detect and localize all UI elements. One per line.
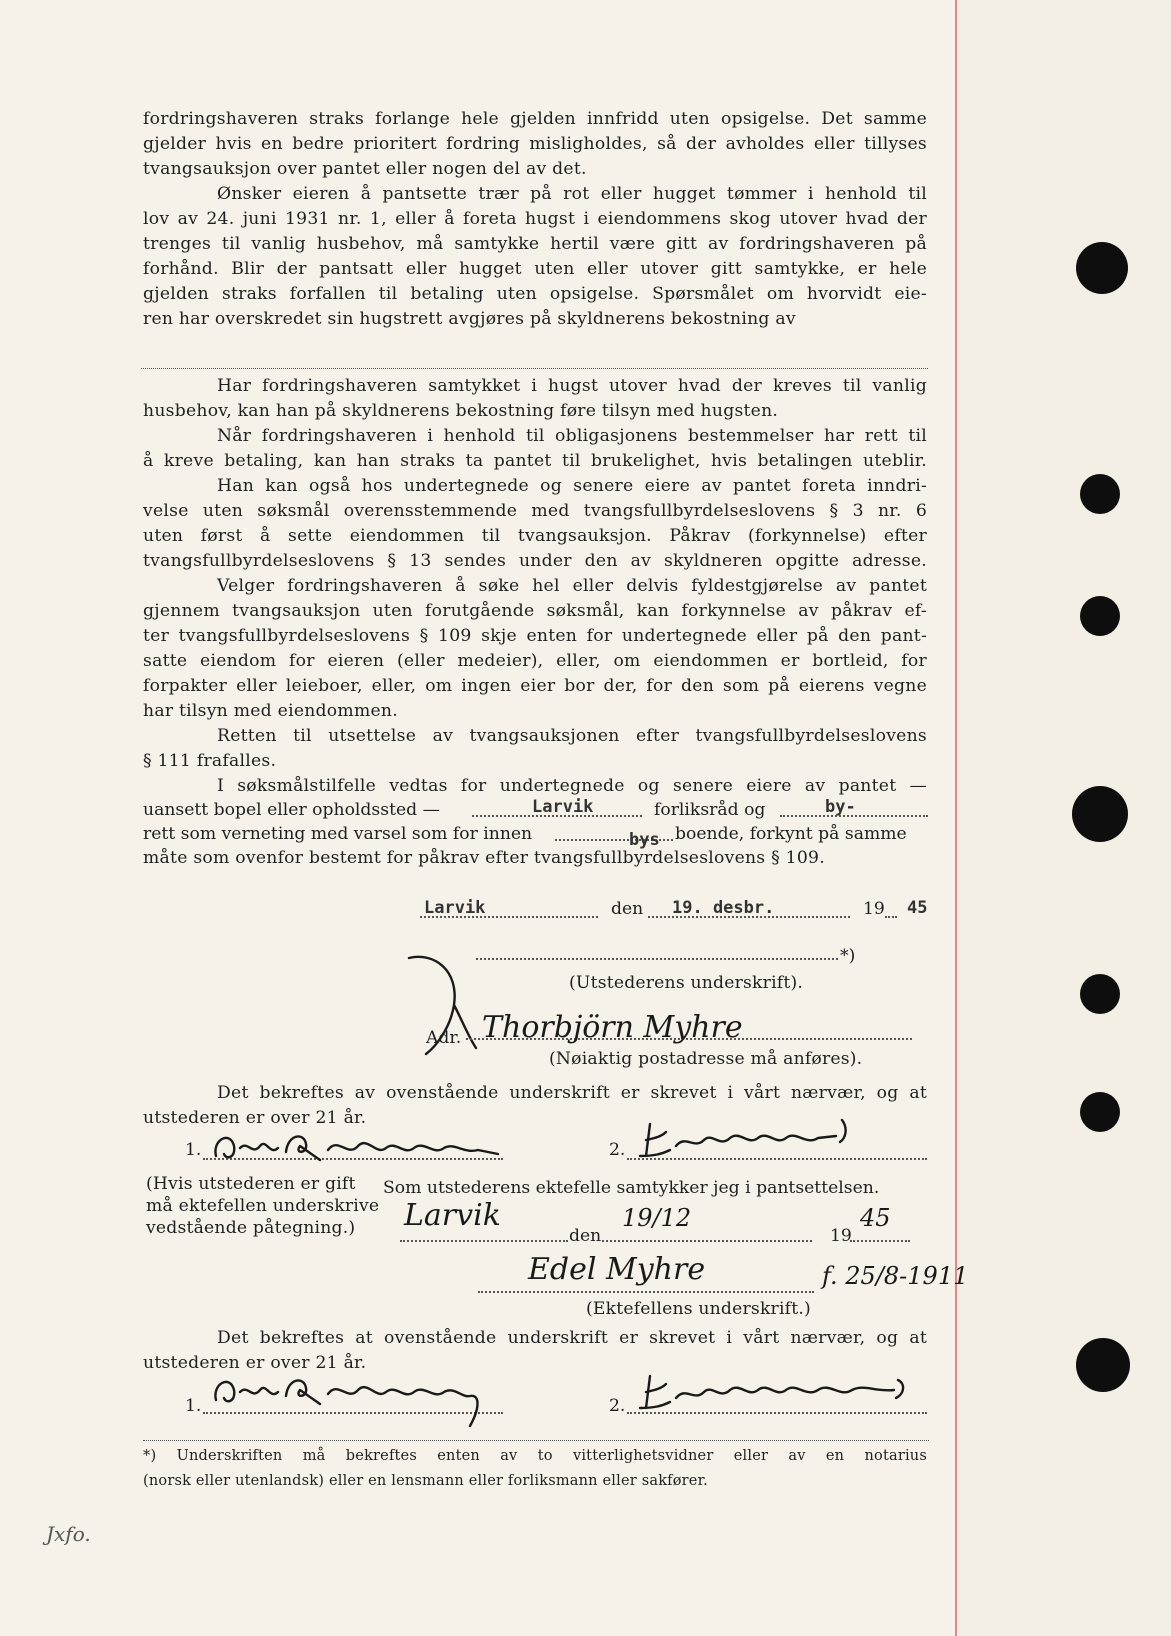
spouse-date-place: Larvik — [404, 1198, 501, 1233]
text-line: lov av 24. juni 1931 nr. 1, eller å foreta hugst i eiendommens skog utover hvad der — [143, 209, 927, 229]
spouse-signature: Edel Myhre — [528, 1252, 706, 1287]
spouse-century: 19 — [830, 1226, 852, 1246]
margin-annotation: Jxfo. — [46, 1522, 91, 1546]
signature-line — [478, 1291, 814, 1293]
binder-hole-4 — [1072, 786, 1128, 842]
footnote-marker: *) — [840, 946, 856, 966]
filled-bys: bys — [629, 830, 660, 850]
text-line: satte eiendom for eieren (eller medeier), eller, om eiendommen er bortleid, for — [143, 651, 927, 671]
date-den-label: den — [611, 899, 644, 919]
witness1-signature-1 — [208, 1126, 508, 1170]
text-line: å kreve betaling, kan han straks ta pantet til brukelighet, hvis betalingen uteblir. — [143, 451, 927, 471]
spouse-consent-text: Som utstederens ektefelle samtykker jeg i pantsettelsen. — [383, 1178, 880, 1198]
blank-line — [850, 1240, 910, 1242]
text-line: Retten til utsettelse av tvangsauksjonen efter tvangsfullbyrdelseslovens — [217, 726, 927, 746]
spouse-signature-caption: (Ektefellens underskrift.) — [586, 1299, 811, 1319]
filled-town: Larvik — [532, 797, 594, 817]
footnote-line: *) Underskriften må bekreftes enten av to vitterlighetsvidner eller av en notarius — [143, 1448, 927, 1464]
blank-line — [400, 1240, 568, 1242]
text-line: Ønsker eieren å pantsette trær på rot eller hugget tømmer i henhold til — [217, 184, 927, 204]
address-signature: Thorbjörn Myhre — [482, 1010, 743, 1045]
text-line: utstederen er over 21 år. — [143, 1353, 367, 1373]
text-line: rett som verneting med varsel som for innen — [143, 824, 533, 844]
blank-line — [602, 1240, 812, 1242]
text-line: forpakter eller leieboer, eller, om ingen eier bor der, for den som på eierens vegne — [143, 676, 927, 696]
witness-number: 2. — [609, 1396, 626, 1416]
witness1-signature-2 — [636, 1116, 866, 1162]
text-line: § 111 frafalles. — [143, 751, 277, 771]
witness-number: 2. — [609, 1140, 626, 1160]
spouse-birth-date: f. 25/8-1911 — [822, 1262, 969, 1290]
spouse-note-line: vedstående påtegning.) — [146, 1218, 356, 1238]
text-line: boende, forkynt på samme — [675, 824, 907, 844]
date-place: Larvik — [424, 898, 486, 918]
footnote-line: (norsk eller utenlandsk) eller en lensmann eller forliksmann eller sakfører. — [143, 1473, 708, 1489]
text-line: gjennem tvangsauksjon uten forutgående søksmål, kan forkynnelse av påkrav ef- — [143, 601, 927, 621]
date-day-month: 19. desbr. — [672, 898, 775, 918]
binder-hole-3 — [1080, 596, 1120, 636]
footnote-rule — [143, 1440, 929, 1441]
address-label: Adr. — [426, 1028, 462, 1048]
text-line: Det bekreftes at ovenstående underskrift er skrevet i vårt nærvær, og at — [217, 1328, 927, 1348]
text-line: Det bekreftes av ovenstående underskrift er skrevet i vårt nærvær, og at — [217, 1083, 927, 1103]
text-line: Han kan også hos undertegnede og senere eiere av pantet foreta inndri- — [217, 476, 927, 496]
spouse-year: 45 — [860, 1204, 891, 1232]
signature-line — [476, 958, 838, 960]
text-line: gjelder hvis en bedre prioritert fordring misligholdes, så der avholdes eller tillyses — [143, 134, 927, 154]
witness-number: 1. — [185, 1396, 202, 1416]
spouse-note-line: (Hvis utstederen er gift — [146, 1174, 356, 1194]
binder-hole-7 — [1076, 1338, 1130, 1392]
spouse-note-line: må ektefellen underskrive — [146, 1196, 380, 1216]
filled-by: by- — [825, 797, 856, 817]
text-line: I søksmålstilfelle vedtas for undertegnede og senere eiere av pantet — — [217, 776, 927, 796]
binder-hole-5 — [1080, 974, 1120, 1014]
witness2-signature-1 — [208, 1364, 508, 1434]
text-line: uten først å sette eiendommen til tvangsauksjon. Påkrav (forkynnelse) efter — [143, 526, 927, 546]
text-line: forhånd. Blir der pantsatt eller hugget uten eller utover gitt samtykke, er hele — [143, 259, 927, 279]
date-year: 45 — [907, 898, 928, 918]
text-line: forliksråd og — [654, 800, 766, 820]
text-line: fordringshaveren straks forlange hele gjelden innfridd uten opsigelse. Det samme — [143, 109, 927, 129]
text-line: utstederen er over 21 år. — [143, 1108, 367, 1128]
witness-number: 1. — [185, 1140, 202, 1160]
binder-hole-1 — [1076, 242, 1128, 294]
text-line: tvangsfullbyrdelseslovens § 13 sendes under den av skyldneren opgitte adresse. — [143, 551, 927, 571]
text-line: Velger fordringshaveren å søke hel eller delvis fyldestgjørelse av pantet — [217, 576, 927, 596]
text-line: har tilsyn med eiendommen. — [143, 701, 398, 721]
text-line: Når fordringshaveren i henhold til obligasjonens bestemmelser har rett til — [217, 426, 927, 446]
spouse-date: 19/12 — [622, 1204, 692, 1232]
text-line: måte som ovenfor bestemt for påkrav efter tvangsfullbyrdelseslovens § 109. — [143, 848, 825, 868]
blank-line — [885, 916, 897, 918]
text-line: tvangsauksjon over pantet eller nogen del av det. — [143, 159, 587, 179]
text-line: husbehov, kan han på skyldnerens bekostning føre tilsyn med hugsten. — [143, 401, 779, 421]
spouse-den-label: den — [569, 1226, 602, 1246]
text-line: Har fordringshaveren samtykket i hugst utover hvad der kreves til vanlig — [217, 376, 927, 396]
address-caption: (Nøiaktig postadresse må anføres). — [549, 1049, 863, 1069]
binder-hole-6 — [1080, 1092, 1120, 1132]
blank-line — [141, 368, 928, 369]
text-line: trenges til vanlig husbehov, må samtykke hertil være gitt av fordringshaveren på — [143, 234, 927, 254]
text-line: velse uten søksmål overensstemmende med tvangsfullbyrdelseslovens § 3 nr. 6 — [143, 501, 927, 521]
red-margin-line — [955, 0, 957, 1636]
issuer-signature-caption: (Utstederens underskrift). — [569, 973, 804, 993]
text-line: uansett bopel eller opholdssted — — [143, 800, 440, 820]
page-margin-strip — [957, 0, 1171, 1636]
date-century: 19 — [863, 899, 885, 919]
text-line: ren har overskredet sin hugstrett avgjøres på skyldnerens bekostning av — [143, 309, 796, 329]
text-line: gjelden straks forfallen til betaling uten opsigelse. Spørsmålet om hvorvidt eie- — [143, 284, 927, 304]
text-line: ter tvangsfullbyrdelseslovens § 109 skje enten for undertegnede eller på den pant- — [143, 626, 927, 646]
binder-hole-2 — [1080, 474, 1120, 514]
witness2-signature-2 — [636, 1368, 916, 1414]
